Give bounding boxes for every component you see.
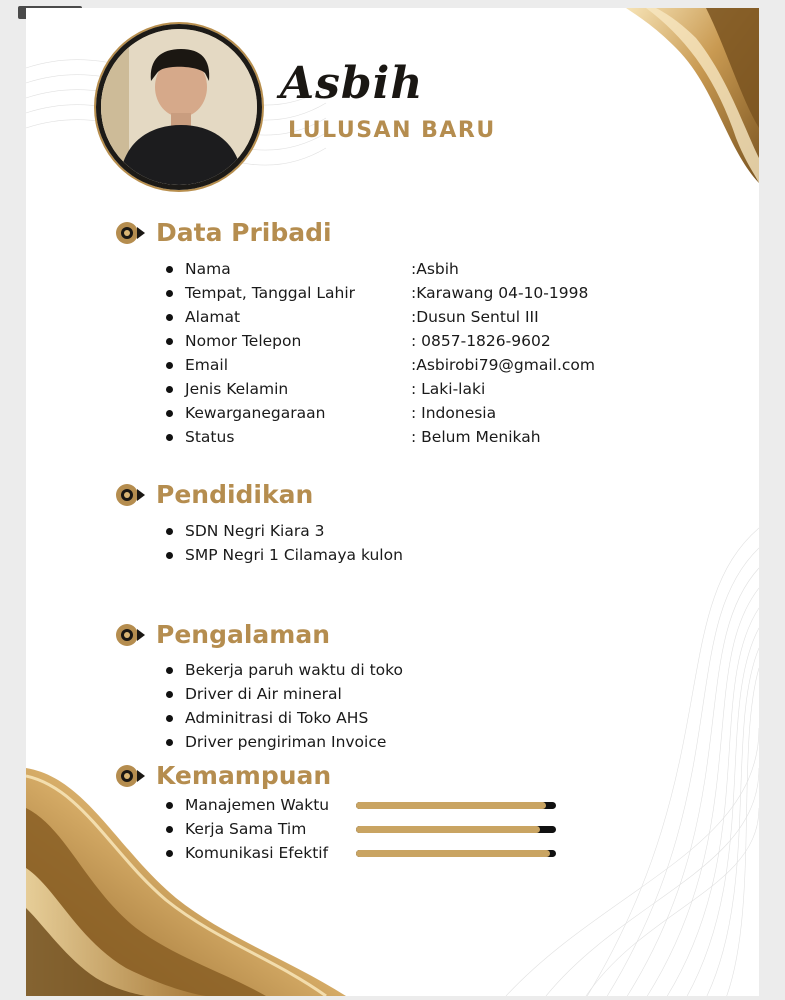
section-bullet-icon [114, 220, 146, 246]
skill-label: Komunikasi Efektif [185, 844, 329, 862]
education-list [166, 519, 403, 567]
skills-list [166, 793, 556, 865]
personal-data-list [166, 257, 595, 449]
skill-item [166, 841, 556, 865]
list-item: Bekerja paruh waktu di toko [166, 658, 403, 682]
skill-label: Kerja Sama Tim [185, 820, 307, 838]
skill-bar [356, 802, 556, 809]
skill-bar-fill [356, 850, 550, 857]
skill-label: Manajemen Waktu [185, 796, 330, 814]
section-skills-header [114, 761, 331, 790]
skill-bar-fill [356, 826, 540, 833]
list-item: Nama :Asbih [166, 257, 595, 281]
skill-bar [356, 850, 556, 857]
section-bullet-icon [114, 622, 146, 648]
section-education-header [114, 480, 313, 509]
skill-bar [356, 826, 556, 833]
experience-list [166, 658, 403, 754]
section-title: Pengalaman [156, 620, 330, 649]
section-title: Kemampuan [156, 761, 332, 790]
list-item: Tempat, Tanggal Lahir :Karawang 04-10-1998 [166, 281, 595, 305]
section-title: Data Pribadi [156, 218, 332, 247]
list-item: Status : Belum Menikah [166, 425, 595, 449]
skill-item [166, 793, 556, 817]
job-title: LULUSAN BARU [288, 118, 496, 143]
section-personal-header [114, 218, 332, 247]
list-item: Driver di Air mineral [166, 682, 403, 706]
list-item: Alamat :Dusun Sentul III [166, 305, 595, 329]
skill-bar-fill [356, 802, 546, 809]
list-item: Nomor Telepon : 0857-1826-9602 [166, 329, 595, 353]
list-item: Driver pengiriman Invoice [166, 730, 403, 754]
section-title: Pendidikan [156, 480, 314, 509]
list-item: Jenis Kelamin : Laki-laki [166, 377, 595, 401]
skill-item [166, 817, 556, 841]
person-name: Asbih [280, 58, 424, 109]
list-item: SDN Negri Kiara 3 [166, 519, 403, 543]
cv-page [26, 8, 759, 996]
section-experience-header [114, 620, 330, 649]
list-item: Adminitrasi di Toko AHS [166, 706, 403, 730]
section-bullet-icon [114, 482, 146, 508]
list-item: SMP Negri 1 Cilamaya kulon [166, 543, 403, 567]
list-item: Kewarganegaraan : Indonesia [166, 401, 595, 425]
section-bullet-icon [114, 763, 146, 789]
list-item: Email :Asbirobi79@gmail.com [166, 353, 595, 377]
profile-photo [96, 24, 262, 190]
